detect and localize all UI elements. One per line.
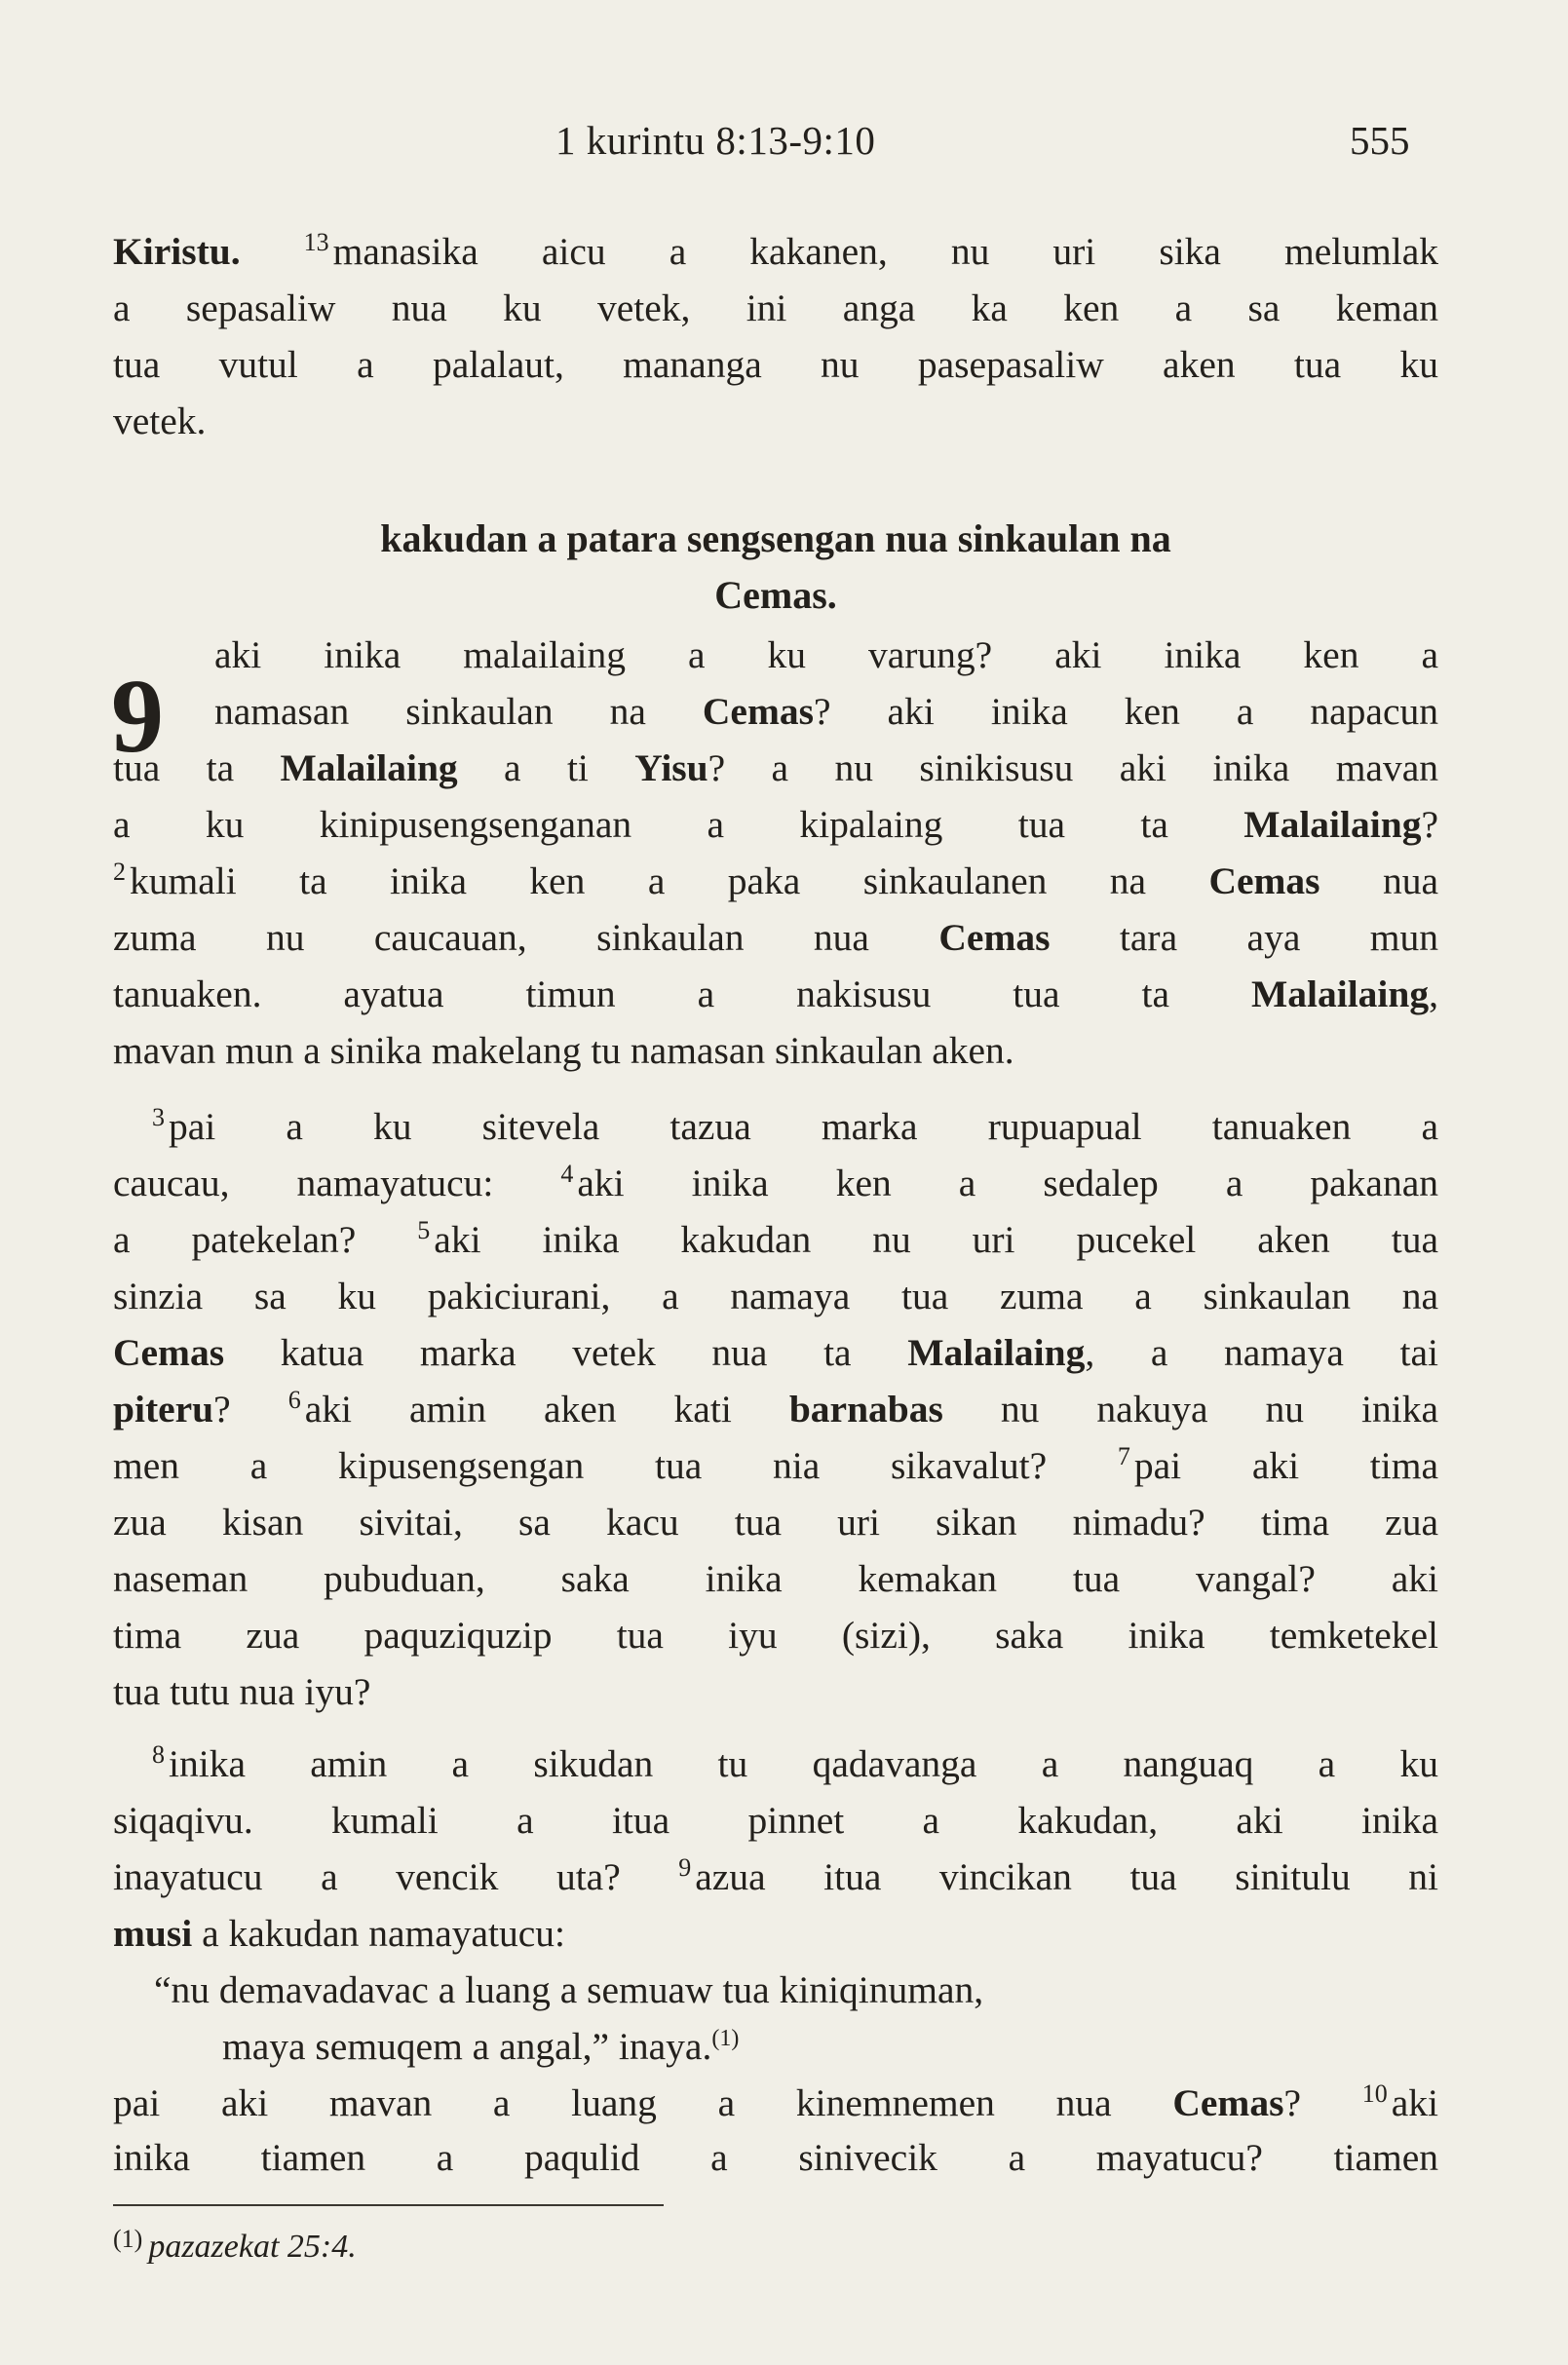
verse-number: 5 [417,1216,431,1244]
verse-number: 13 [303,228,329,256]
text-line: naseman pubuduan, saka inika kemakan tua vangal? aki [113,1557,1438,1600]
text-line: namasan sinkaulan na Cemas? aki inika ken a napacun [214,690,1438,733]
verse-number: 6 [287,1386,301,1414]
text-line: caucau, namayatucu: $^4$ aki inika ken a sedalep a pakanan [113,1160,1438,1204]
text-line: $^3$ pai a ku sitevela tazua marka rupuapual tanuaken a [152,1103,1438,1148]
text-line: $^8$ inika amin a sikudan tu qadavanga a nanguaq a ku [152,1740,1438,1785]
text-line: inika tiamen a paqulid a sinivecik a mayatucu? tiamen [113,2136,1438,2179]
text-line: a ku kinipusengsenganan a kipalaing tua ta Malailaing? [113,803,1438,846]
text-line: Kiristu. $^{13}$ manasika aicu a kakanen, nu uri sika melumlak [113,228,1438,273]
text-line: tima zua paquziquzip tua iyu (sizi), saka inika temketekel [113,1614,1438,1657]
text-line: pai aki mavan a luang a kinemnemen nua Cemas? $^{10}$ aki [113,2079,1438,2124]
section-heading-line-2: Cemas. [714,573,837,617]
text-line: tua ta Malailaing a ti Yisu? a nu sinikisusu aki inika mavan [113,746,1438,789]
text-line: tua tutu nua iyu? [113,1670,371,1713]
verse-number: 10 [1361,2079,1388,2108]
verse-number: 7 [1117,1442,1130,1470]
text-line: a patekelan? $^5$ aki inika kakudan nu uri pucekel aken tua [113,1216,1439,1261]
text-line: tua vutul a palalaut, mananga nu pasepasaliw aken tua ku [113,343,1438,386]
verse-number: 8 [152,1740,165,1769]
footnote [113,2218,357,2269]
footnote-text: pazazekat 25:4. [148,2229,357,2265]
text-line: aki inika malailaing a ku varung? aki inika ken a [214,633,1438,676]
text-line: Cemas katua marka vetek nua ta Malailaing, a namaya tai [113,1331,1438,1374]
text-line: inayatucu a vencik uta? $^9$ azua itua vincikan tua sinitulu ni [113,1853,1438,1898]
chapter-number: 9 [111,659,164,775]
verse-number: 3 [152,1103,165,1131]
footnote-divider [113,2204,664,2206]
running-head: 1 kurintu 8:13-9:10 [555,118,876,163]
footnote-reference: (1) [711,2026,740,2051]
text-line: piteru? $^6$ aki amin aken kati barnabas nu nakuya nu inika [113,1386,1438,1430]
quote-line: maya semuqem a angal,” inaya.$^{(1)}$ [222,2025,740,2068]
text-line: men a kipusengsengan tua nia sikavalut? $^7$ pai aki tima [113,1442,1439,1487]
quote-line: “nu demavadavac a luang a semuaw tua kiniqinuman, [154,1968,984,2011]
text-line: a sepasaliw nua ku vetek, ini anga ka ken a sa keman [113,286,1438,329]
verse-number: 9 [678,1853,692,1882]
text-line: tanuaken. ayatua timun a nakisusu tua ta Malailaing, [113,973,1438,1015]
text-line: vetek. [113,400,207,442]
text-line: siqaqivu. kumali a itua pinnet a kakudan, aki inika [113,1799,1438,1842]
text-line: musi a kakudan namayatucu: [113,1912,565,1955]
page-number: 555 [1350,118,1410,163]
text-line: mavan mun a sinika makelang tu namasan sinkaulan aken. [113,1029,1014,1072]
text-line: zua kisan sivitai, sa kacu tua uri sikan nimadu? tima zua [113,1501,1438,1544]
text-line: $^2$ kumali ta inika ken a paka sinkaulanen na Cemas nua [113,858,1438,902]
verse-number: 4 [560,1160,574,1188]
text-line: sinzia sa ku pakiciurani, a namaya tua zuma a sinkaulan na [113,1275,1438,1317]
text-line: zuma nu caucauan, sinkaulan nua Cemas tara aya mun [113,916,1438,959]
footnote-mark: (1) [113,2225,143,2253]
section-heading-line-1: kakudan a patara sengsengan nua sinkaulan na [380,516,1171,560]
verse-number: 2 [113,858,126,886]
